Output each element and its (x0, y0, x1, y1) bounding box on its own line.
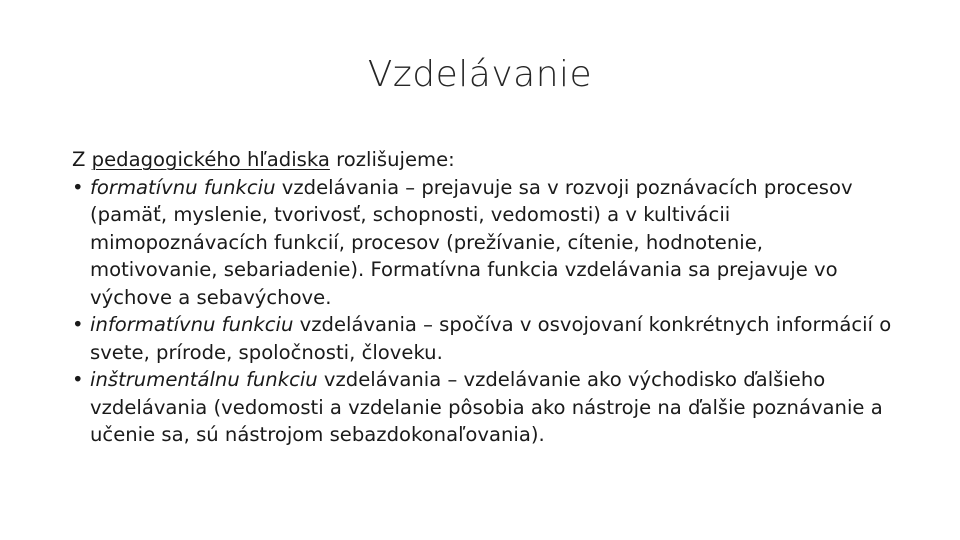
bullet-informative (72, 311, 892, 366)
slide-title: Vzdelávanie (367, 54, 593, 95)
bullet-instrumental (72, 366, 892, 449)
intro-underlined: pedagogického hľadiska (91, 148, 330, 171)
slide-content (72, 146, 892, 449)
bullet-emphasis: formatívnu funkciu (90, 175, 276, 199)
intro-prefix: Z (72, 148, 92, 171)
bullet-emphasis: informatívnu funkciu (90, 313, 294, 336)
bullet-text: vzdelávania – vzdelávanie ako východisko ďalšieho vzdelávania (vedomosti a vzdelanie pôsobia ako nástroje na ďalšie poznávanie a učenie sa, sú nástrojom sebazdokonaľovania). (90, 368, 883, 446)
bullet-emphasis: inštrumentálnu funkciu (90, 368, 318, 391)
bullet-text: vzdelávania – spočíva v osvojovaní konkrétnych informácií o svete, prírode, spoločnosti, človeku. (90, 313, 892, 364)
bullet-formative (72, 174, 892, 312)
bullet-text: vzdelávania – prejavuje sa v rozvoji poznávacích procesov (pamäť, myslenie, tvorivosť, schopnosti, vedomosti) a v kultivácii mimopoznávacích funkcií, procesov (prežívanie, cítenie, hodnotenie, motivovanie, sebariadenie). Formatívna funkcia vzdelávania sa prejavuje vo výchove a sebavýchove. (90, 175, 853, 309)
intro-suffix: rozlišujeme: (329, 148, 455, 171)
intro-line (72, 146, 892, 174)
